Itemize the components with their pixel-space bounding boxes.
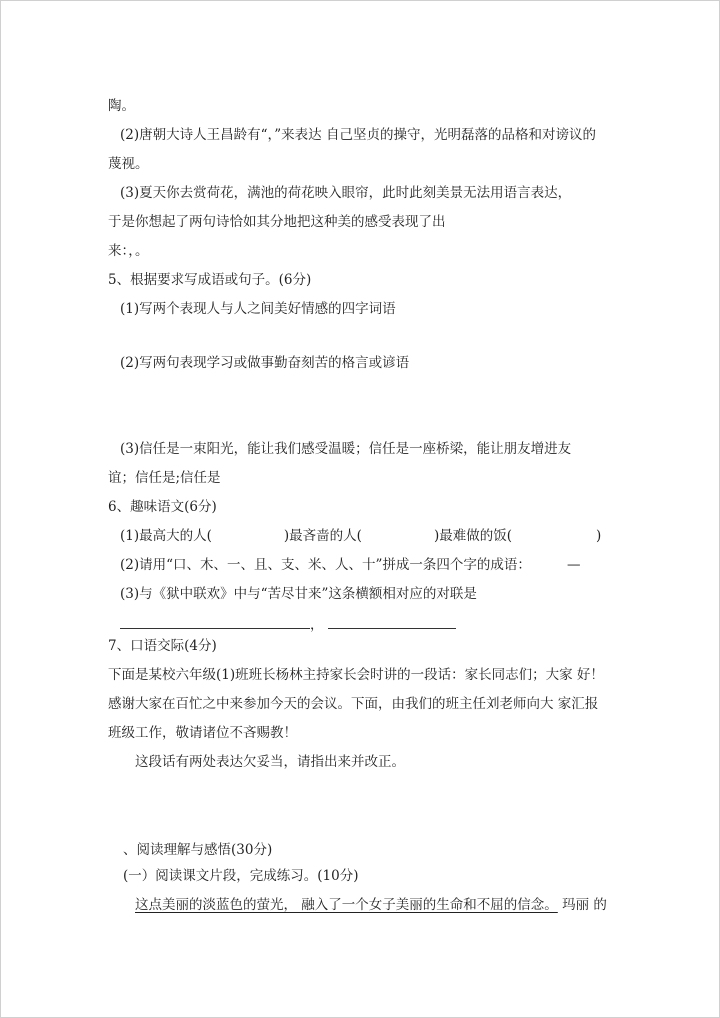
text-segment: ， (310, 617, 324, 633)
question-5-1: (1)写两个表现人与人之间美好情感的四字词语 (120, 301, 396, 317)
reading-section-heading: 、阅读理解与感悟(30分) (123, 842, 273, 858)
section-5-heading: 5、根据要求写成语或句子。(6分) (108, 272, 312, 288)
question-5-3: (3)信任是一束阳光，能让我们感受温暖；信任是一座桥梁，能让朋友增进友 (120, 441, 572, 457)
text-line: 班级工作，敬请诸位不吝赐教！ (108, 725, 297, 741)
text-segment: (2)请用“口、木、一、且、支、米、人、十”拼成一条四个字的成语： (120, 557, 531, 573)
question-5-2: (2)写两句表现学习或做事勤奋刻苦的格言或谚语 (120, 355, 410, 371)
text-line: 于是你想起了两句诗恰如其分地把这种美的感受表现了出 (108, 214, 446, 230)
text-line: 来：，。 (108, 243, 149, 259)
question-6-3: (3)与《狱中联欢》中与“苦尽甘来”这条横额相对应的对联是 (120, 586, 477, 602)
text-line: 下面是某校六年级(1)班班长杨林主持家长会时讲的一段话：家长同志们；大家 好！ (108, 667, 604, 683)
text-segment: 玛丽 的 (557, 897, 607, 913)
text-line: 谊；信任是;信任是 (108, 470, 221, 486)
text-line: 蔑视。 (108, 156, 149, 172)
section-6-heading: 6、趣味语文(6分) (108, 499, 217, 515)
reading-passage-line (135, 896, 607, 914)
reading-part-1-heading: (一）阅读课文片段，完成练习。(10分) (123, 868, 359, 884)
answer-blank[interactable] (120, 614, 310, 629)
text-segment: — (566, 557, 581, 573)
text-segment: )最吝啬的人( (283, 528, 362, 544)
underlined-sentence: 这点美丽的淡蓝色的萤光， 融入了一个女子美丽的生命和不屈的信念。 (135, 897, 558, 913)
question-6-1 (120, 527, 601, 545)
question-4-3: (3)夏天你去赏荷花，满池的荷花映入眼帘，此时此刻美景无法用语言表达， (120, 185, 572, 201)
section-7-heading: 7、口语交际(4分) (108, 638, 217, 654)
question-4-2: (2)唐朝大诗人王昌龄有“，”来表达 自己坚贞的操守，光明磊落的品格和对谤议的 (120, 127, 596, 143)
text-line: 感谢大家在百忙之中来参加今天的会议。下面，由我们的班主任刘老师向大 家汇报 (108, 696, 599, 712)
couplet-answer-line (120, 614, 456, 634)
text-segment: (1)最高大的人( (120, 528, 212, 544)
text-segment: )最难做的饭( (433, 528, 512, 544)
text-line: 这段话有两处表达欠妥当，请指出来并改正。 (135, 754, 405, 770)
text-segment: ) (595, 528, 602, 544)
answer-blank[interactable] (328, 614, 456, 629)
question-6-2 (120, 556, 580, 574)
text-line: 陶。 (108, 98, 135, 114)
